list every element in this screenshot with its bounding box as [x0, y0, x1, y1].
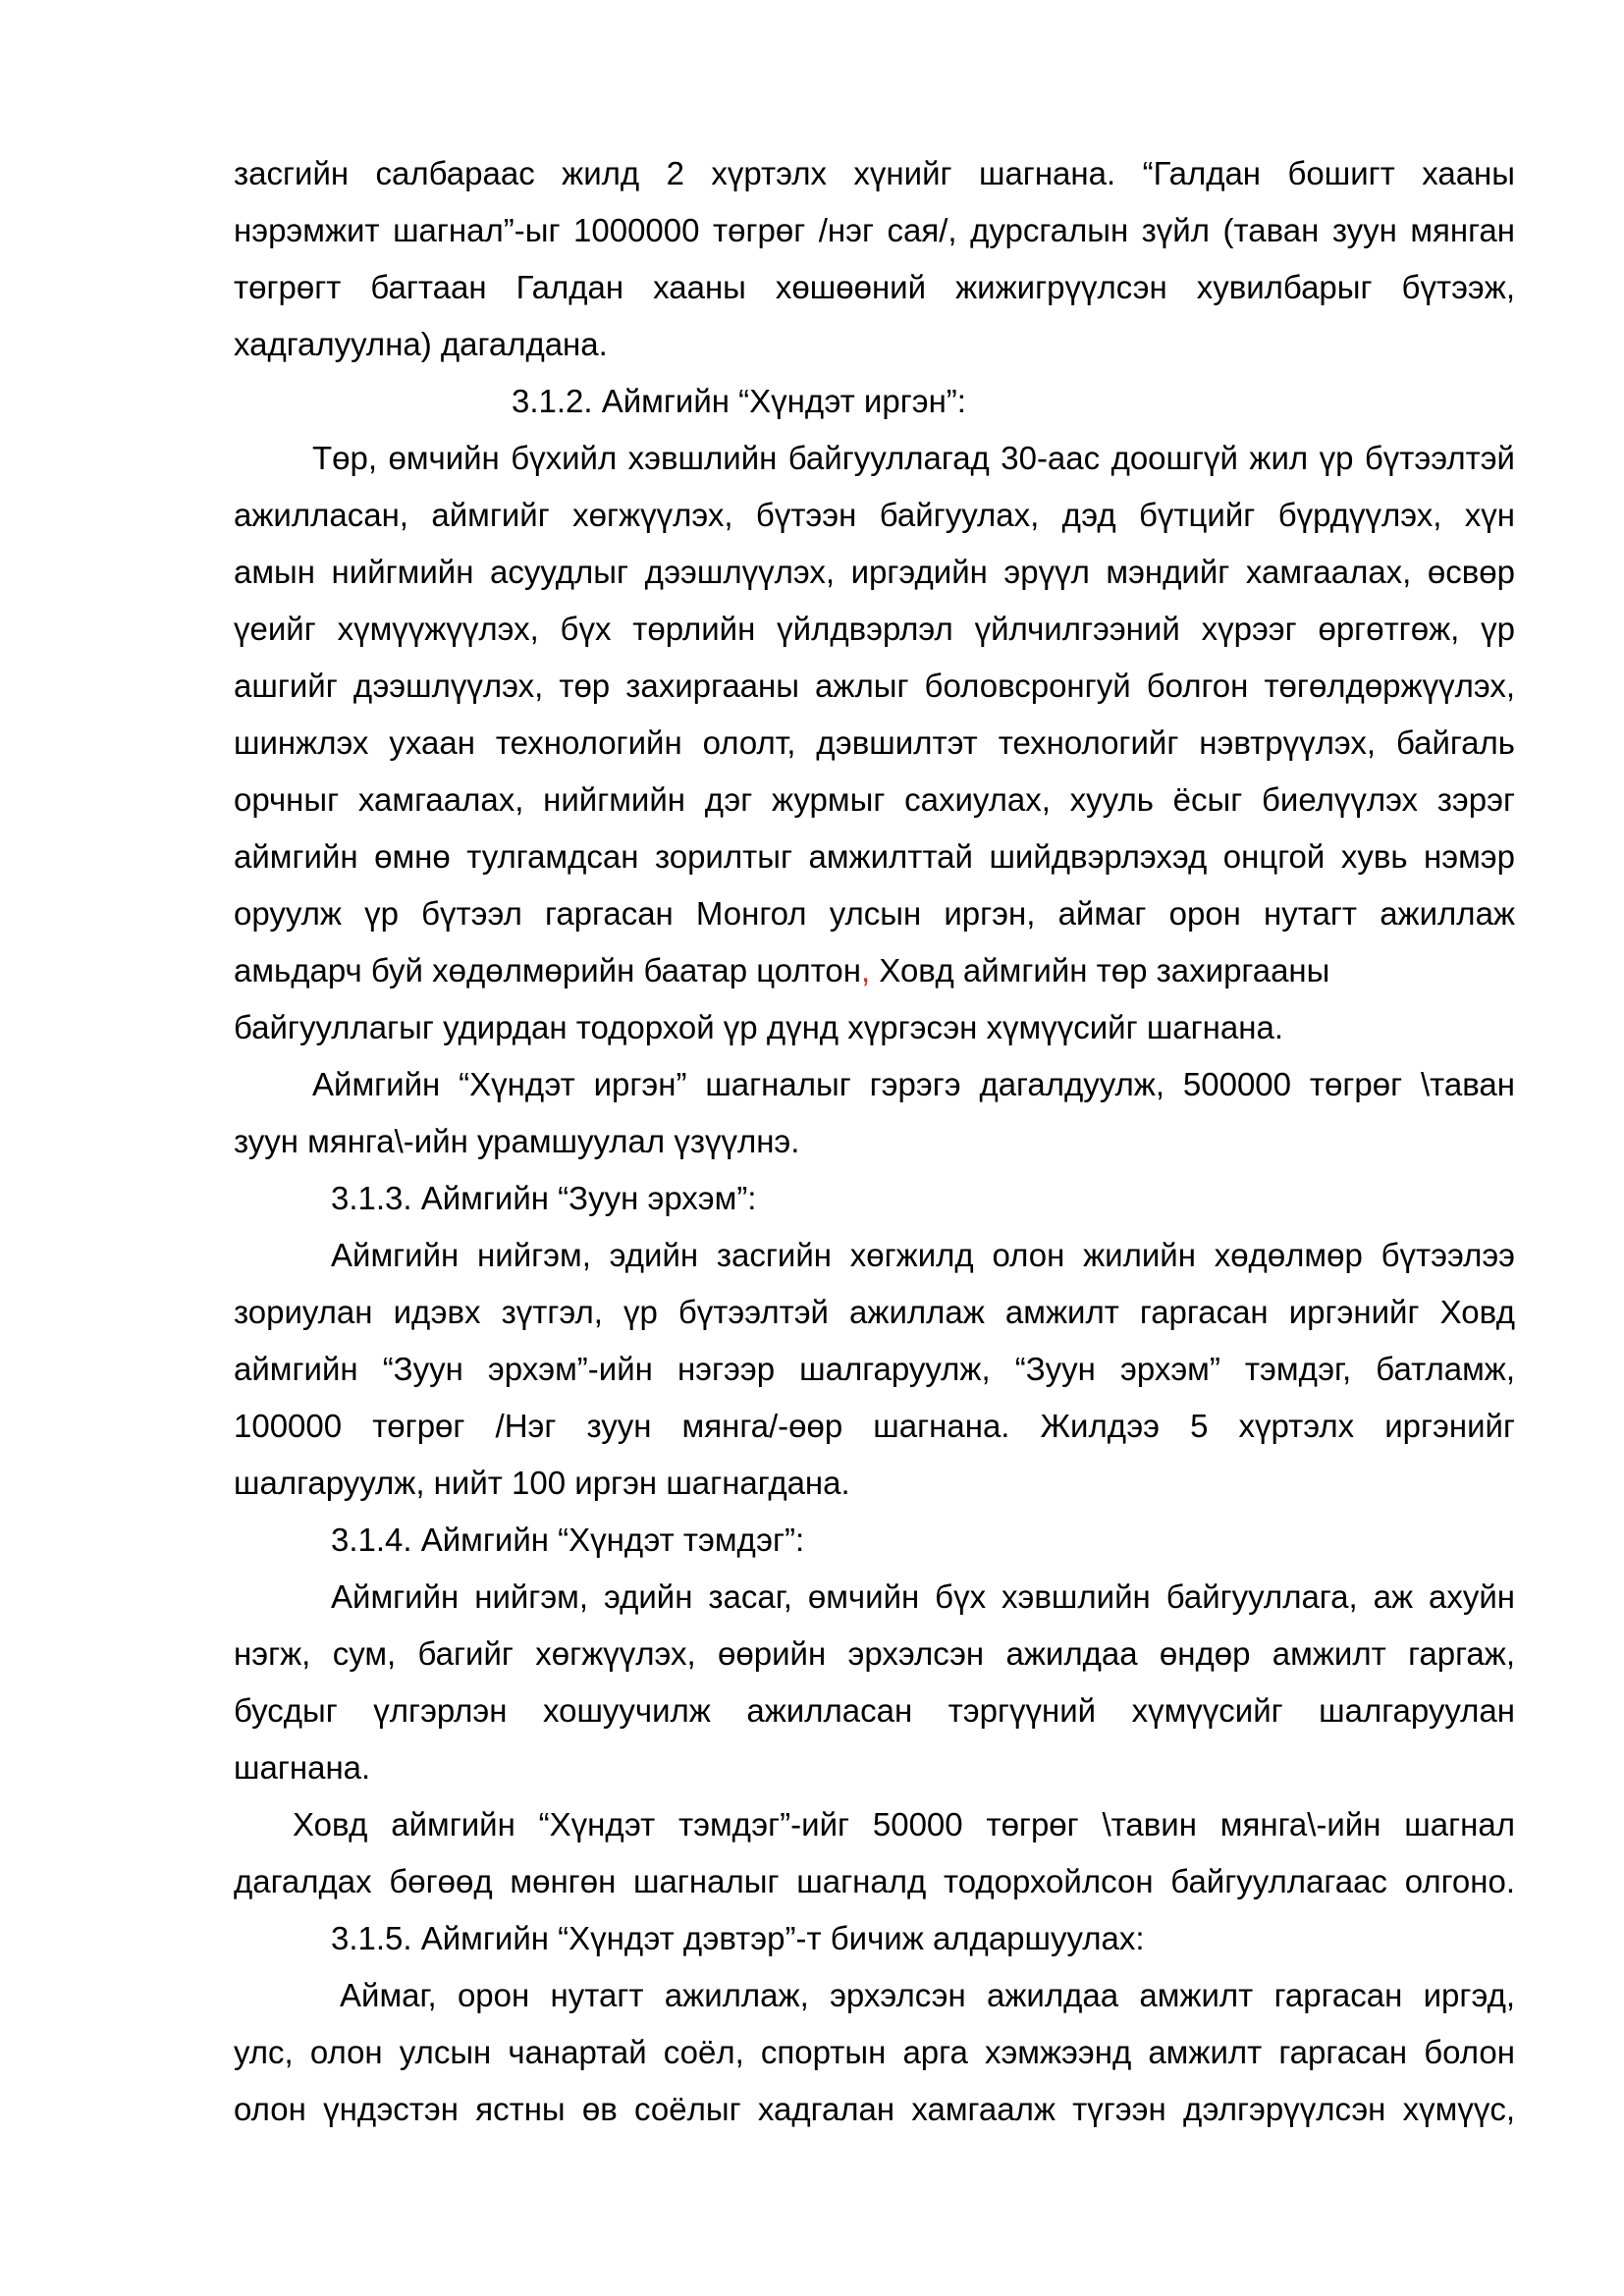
paragraph-line: шагнана. — [234, 1749, 371, 1786]
paragraph-line: шалгаруулж, нийт 100 иргэн шагнагдана. — [234, 1465, 850, 1501]
paragraph-line: Аймгийн нийгэм, эдийн засгийн хөгжилд олон жилийн хөдөлмөр бүтээлээ — [331, 1237, 1515, 1273]
paragraph-line: аймгийн өмнө тулгамдсан зорилтыг амжилттай шийдвэрлэхэд онцгой хувь нэмэр — [234, 838, 1515, 875]
paragraph-line: Төр, өмчийн бүхийл хэвшлийн байгууллагад 30-аас доошгүй жил үр бүтээлтэй — [312, 440, 1515, 476]
paragraph-line: хадгалуулна) дагалдана. — [234, 326, 608, 362]
paragraph-line: үеийг хүмүүжүүлэх, бүх төрлийн үйлдвэрлэл үйлчилгээний хүрээг өргөтгөж, үр — [234, 611, 1515, 647]
paragraph-line: ажилласан, аймгийг хөгжүүлэх, бүтээн байгуулах, дэд бүтцийг бүрдүүлэх, хүн — [234, 497, 1515, 533]
paragraph-line: амын нийгмийн асуудлыг дээшлүүлэх, иргэдийн эрүүл мэндийг хамгаалах, өсвөр — [234, 554, 1515, 590]
paragraph-line: зуун мянга\-ийн урамшуулал үзүүлнэ. — [234, 1123, 800, 1159]
paragraph-line: оруулж үр бүтээл гаргасан Монгол улсын иргэн, аймаг орон нутагт ажиллаж — [234, 895, 1515, 932]
section-heading-3-1-4: 3.1.4. Аймгийн “Хүндэт тэмдэг”: — [331, 1522, 805, 1558]
paragraph-line-mixed — [234, 942, 1515, 999]
section-heading-3-1-3: 3.1.3. Аймгийн “Зуун эрхэм”: — [331, 1180, 757, 1216]
section-heading-3-1-2: 3.1.2. Аймгийн “Хүндэт иргэн”: — [512, 383, 966, 419]
paragraph-line: ашгийг дээшлүүлэх, төр захиргааны ажлыг боловсронгуй болгон төгөлдөржүүлэх, — [234, 667, 1515, 704]
line-text: амьдарч буй хөдөлмөрийн баатар цолтон — [234, 952, 861, 988]
paragraph-line: бусдыг үлгэрлэн хошуучилж ажилласан тэргүүний хүмүүсийг шалгаруулан — [234, 1692, 1515, 1729]
paragraph-line: олон үндэстэн ястны өв соёлыг хадгалан хамгаалж түгээн дэлгэрүүлсэн хүмүүс, — [234, 2091, 1515, 2127]
paragraph-line: шинжлэх ухаан технологийн ололт, дэвшилтэт технологийг нэвтрүүлэх, байгаль — [234, 724, 1515, 761]
paragraph-line: зориулан идэвх зүтгэл, үр бүтээлтэй ажиллаж амжилт гаргасан иргэнийг Ховд — [234, 1294, 1515, 1330]
paragraph-line: нэгж, сум, багийг хөгжүүлэх, өөрийн эрхэлсэн ажилдаа өндөр амжилт гаргаж, — [234, 1635, 1515, 1672]
red-comma: , — [860, 952, 871, 988]
paragraph-line: 100000 төгрөг /Нэг зуун мянга/-өөр шагнана. Жилдээ 5 хүртэлх иргэнийг — [234, 1408, 1515, 1444]
paragraph-line: Аймгийн нийгэм, эдийн засаг, өмчийн бүх хэвшлийн байгууллага, аж ахуйн — [331, 1578, 1515, 1615]
paragraph-line: төгрөгт багтаан Галдан хааны хөшөөний жижигрүүлсэн хувилбарыг бүтээж, — [234, 269, 1515, 305]
paragraph-line: Ховд аймгийн “Хүндэт тэмдэг”-ийг 50000 төгрөг \тавин мянга\-ийн шагнал — [293, 1806, 1515, 1842]
paragraph-line: улс, олон улсын чанартай соёл, спортын арга хэмжээнд амжилт гаргасан болон — [234, 2034, 1515, 2070]
paragraph-line: орчныг хамгаалах, нийгмийн дэг журмыг сахиулах, хууль ёсыг биелүүлэх зэрэг — [234, 781, 1515, 818]
section-heading-3-1-5: 3.1.5. Аймгийн “Хүндэт дэвтэр”-т бичиж алдаршуулах: — [331, 1920, 1145, 1956]
paragraph-line: байгууллагыг удирдан тодорхой үр дүнд хүргэсэн хүмүүсийг шагнана. — [234, 1009, 1284, 1045]
paragraph-line: дагалдах бөгөөд мөнгөн шагналыг шагналд тодорхойлсон байгууллагаас олгоно. — [234, 1863, 1515, 1899]
paragraph-line: нэрэмжит шагнал”-ыг 1000000 төгрөг /нэг сая/, дурсгалын зүйл (таван зуун мянган — [234, 212, 1515, 248]
line-text-tail: Ховд аймгийн төр захиргааны — [870, 952, 1330, 988]
paragraph-line: засгийн салбараас жилд 2 хүртэлх хүнийг шагнана. “Галдан бошигт хааны — [234, 155, 1515, 191]
paragraph-line: Аймгийн “Хүндэт иргэн” шагналыг гэрэгэ дагалдуулж, 500000 төгрөг \таван — [312, 1066, 1515, 1102]
paragraph-line: аймгийн “Зуун эрхэм”-ийн нэгээр шалгаруулж, “Зуун эрхэм” тэмдэг, батламж, — [234, 1351, 1515, 1387]
paragraph-line: Аймаг, орон нутагт ажиллаж, эрхэлсэн ажилдаа амжилт гаргасан иргэд, — [340, 1977, 1515, 2013]
